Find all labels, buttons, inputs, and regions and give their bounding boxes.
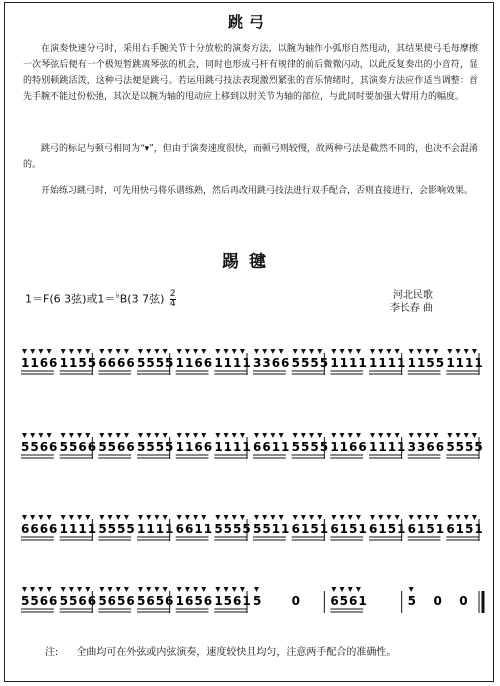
staccato-mark [378,515,383,520]
staccato-mark [61,349,66,354]
staccato-mark [240,587,245,592]
staccato-mark [224,515,229,520]
note-group: 6666 [21,522,59,536]
staccato-mark [146,587,151,592]
staccato-mark [301,433,306,438]
staccato-mark [116,587,121,592]
staccato-mark [38,433,43,438]
staccato-mark [154,587,159,592]
staccato-mark [99,587,104,592]
staccato-mark [417,515,422,520]
staccato-mark [154,515,159,520]
time-signature [170,290,176,309]
note-group: 1166 [175,356,214,370]
staccato-mark [124,433,129,438]
staccato-mark [340,515,345,520]
staccato-mark [309,515,314,520]
note-group: 5656 [137,594,175,608]
staccato-mark [472,515,477,520]
staccato-mark [409,587,414,592]
staccato-mark [38,587,43,592]
staccato-mark [447,433,452,438]
note-group: 1111 [330,356,368,370]
staccato-mark [201,349,206,354]
staccato-mark [472,349,477,354]
note-group: 5566 [98,440,136,454]
note-group: 0 [433,594,442,608]
footnote-text: 全曲均可在外弦或内弦演奏，速度较快且均匀，注意两手配合的准确性。 [76,647,397,658]
staccato-mark [124,349,129,354]
staccato-mark [124,587,129,592]
note-group: 1111 [214,440,252,454]
staccato-mark [456,515,461,520]
note-group: 6666 [98,356,136,370]
staccato-mark [395,515,400,520]
staccato-mark [85,515,90,520]
staccato-mark [293,433,298,438]
section-title-tiao-gong: 跳弓 [227,13,270,31]
note-group: 3366 [253,356,291,370]
staccato-mark [69,515,74,520]
staccato-mark [378,433,383,438]
piece-title: 踢毽 [222,252,276,272]
staccato-mark [99,433,104,438]
staccato-mark [270,433,275,438]
staccato-mark [146,515,151,520]
staccato-mark [270,515,275,520]
staccato-mark [224,433,229,438]
staccato-mark [138,349,143,354]
score-system [5,331,495,391]
staccato-mark [331,587,336,592]
paragraph-2: 跳弓的标记与顿弓相同为“▾”，但由于演奏速度很快，而顿弓则较慢，故两种弓法是截然不同的，也决不会混淆的。 [23,144,478,170]
staccato-mark [138,587,143,592]
note-group: 1155 [59,356,98,370]
staccato-mark [331,515,336,520]
staccato-mark [254,349,259,354]
staccato-mark [433,515,438,520]
staccato-mark [409,433,414,438]
staccato-mark [47,587,52,592]
staccato-mark [348,349,353,354]
staccato-mark [77,515,82,520]
note-group: 1111 [369,356,407,370]
note-group: 5555 [291,440,330,454]
staccato-mark [464,349,469,354]
staccato-mark [163,433,168,438]
note-group: 6151 [291,522,330,536]
piece-origin: 河北民歌 [393,290,433,301]
note-group: 5555 [291,356,330,370]
note-group: 0 [459,594,468,608]
time-denominator: 4 [169,299,176,310]
staccato-mark [433,349,438,354]
note-group: 1166 [21,356,59,370]
staccato-mark [30,515,35,520]
note-group: 6151 [407,522,446,536]
staccato-mark [279,515,284,520]
staccato-mark [193,433,198,438]
staccato-mark [77,349,82,354]
staccato-mark [340,433,345,438]
staccato-mark [146,349,151,354]
staccato-mark [215,515,220,520]
staccato-mark [232,587,237,592]
staccato-mark [331,349,336,354]
staccato-mark [232,515,237,520]
note-group: 5555 [214,522,252,536]
staccato-mark [340,349,345,354]
staccato-mark [395,349,400,354]
staccato-mark [378,349,383,354]
staccato-mark [425,349,430,354]
staccato-mark [116,515,121,520]
staccato-mark [69,587,74,592]
staccato-mark [163,349,168,354]
staccato-mark [177,433,182,438]
staccato-mark [309,349,314,354]
staccato-mark [270,349,275,354]
staccato-mark [317,349,322,354]
staccato-mark [154,349,159,354]
staccato-mark [240,349,245,354]
staccato-mark [185,587,190,592]
staccato-mark [370,433,375,438]
staccato-mark [85,349,90,354]
staccato-mark [38,349,43,354]
staccato-mark [301,349,306,354]
staccato-mark [409,515,414,520]
note-group: 1111 [59,522,98,536]
staccato-mark [185,349,190,354]
staccato-mark [201,587,206,592]
staccato-mark [224,587,229,592]
staccato-mark [254,587,259,592]
staccato-mark [447,349,452,354]
staccato-mark [348,515,353,520]
staccato-mark [317,515,322,520]
staccato-mark [61,515,66,520]
note-group: 5555 [446,440,484,454]
note-group: 6611 [253,440,291,454]
staccato-mark [417,349,422,354]
note-group: 5511 [253,522,291,536]
staccato-mark [108,349,113,354]
staccato-mark [99,349,104,354]
note-group: 5 [253,594,262,608]
staccato-mark [386,515,391,520]
staccato-mark [116,433,121,438]
staccato-mark [425,433,430,438]
staccato-mark [279,349,284,354]
staccato-mark [77,433,82,438]
staccato-mark [464,433,469,438]
staccato-mark [185,433,190,438]
staccato-mark [224,349,229,354]
staccato-mark [356,587,361,592]
note-group: 5 [407,594,417,608]
staccato-mark [30,587,35,592]
note-group: 1155 [407,356,446,370]
staccato-mark [77,587,82,592]
staccato-mark [386,433,391,438]
note-group: 1561 [214,594,252,608]
note-group: 5555 [137,356,175,370]
staccato-mark [279,433,284,438]
staccato-mark [108,433,113,438]
staccato-mark [201,433,206,438]
staccato-mark [262,433,267,438]
staccato-mark [215,433,220,438]
staccato-mark [163,515,168,520]
staccato-mark [85,587,90,592]
staccato-mark [61,433,66,438]
staccato-mark [177,349,182,354]
staccato-mark [154,433,159,438]
note-group: 5566 [59,440,98,454]
staccato-mark [262,349,267,354]
staccato-mark [425,515,430,520]
staccato-mark [215,587,220,592]
staccato-mark [215,349,220,354]
note-group: 5656 [98,594,136,608]
staccato-mark [85,433,90,438]
score-system [5,497,495,557]
staccato-mark [124,515,129,520]
staccato-mark [456,433,461,438]
staccato-mark [254,515,259,520]
note-group: 1111 [446,356,484,370]
note-group: 6151 [446,522,484,536]
staccato-mark [417,433,422,438]
staccato-mark [22,433,27,438]
key-signature [25,290,176,309]
note-group: 5555 [137,440,175,454]
note-group: 5566 [21,440,59,454]
staccato-mark [22,349,27,354]
note-group: 6611 [175,522,214,536]
note-group: 6151 [369,522,407,536]
note-group: 1111 [137,522,175,536]
staccato-mark [22,587,27,592]
staccato-mark [317,433,322,438]
note-group: 1111 [369,440,407,454]
note-group: 1166 [330,440,368,454]
note-group: 1166 [175,440,214,454]
score-page [4,2,494,682]
staccato-mark [447,515,452,520]
flat-sign: ♭ [115,290,120,301]
staccato-mark [472,433,477,438]
staccato-mark [464,515,469,520]
staccato-mark [108,515,113,520]
note-group: 5566 [59,594,98,608]
piece-arranger: 李长春 曲 [389,303,433,314]
staccato-mark [232,433,237,438]
staccato-mark [22,515,27,520]
staccato-mark [47,349,52,354]
staccato-mark [240,433,245,438]
staccato-mark [356,349,361,354]
staccato-mark [331,433,336,438]
key-main: 1＝F(6 3弦)或1＝ [25,292,116,306]
staccato-mark [193,515,198,520]
staccato-mark [146,433,151,438]
staccato-mark [99,515,104,520]
staccato-mark [69,433,74,438]
staccato-mark [193,587,198,592]
staccato-mark [138,515,143,520]
staccato-mark [301,515,306,520]
staccato-mark [370,515,375,520]
note-group: 0 [291,594,301,608]
staccato-mark [409,349,414,354]
paragraph-1: 在演奏快速分弓时，采用右手腕关节十分放松的演奏方法，以腕为轴作小弧形自然甩动，其结果使弓毛每摩擦一次琴弦后便有一个极短暂跳离琴弦的机会，同时也形成弓杆有规律的前后微微闪动，以此反复奏出的小音符，显的特别顿跳活泼，这种弓法便是跳弓。若运用跳弓技法表现激烈紧张的音乐情绪时，其演奏方法应作适当调整：首先手腕不能过份松弛，其次是以腕为轴的甩动应上移到以肘关节为轴的部位，与此同时要加强大臂用力的幅度。 [23,44,478,102]
footnote-label: 注: [45,647,59,658]
note-group: 6561 [330,594,368,608]
note-group: 1656 [175,594,214,608]
staccato-mark [185,515,190,520]
staccato-mark [177,587,182,592]
staccato-mark [232,349,237,354]
staccato-mark [47,433,52,438]
staccato-mark [309,433,314,438]
staccato-mark [293,349,298,354]
staccato-mark [262,515,267,520]
staccato-mark [370,349,375,354]
score-system [5,415,495,475]
staccato-mark [395,433,400,438]
staccato-mark [240,515,245,520]
key-tail: B(3 7弦) [119,292,165,306]
staccato-mark [193,349,198,354]
staccato-mark [356,433,361,438]
staccato-mark [348,433,353,438]
staccato-mark [30,433,35,438]
staccato-mark [38,515,43,520]
score-system [5,569,495,629]
note-group: 3366 [407,440,446,454]
staccato-mark [177,515,182,520]
staccato-mark [356,515,361,520]
staccato-mark [30,349,35,354]
paragraph-3: 开始练习跳弓时，可先用快弓将乐谱练熟，然后再改用跳弓技法进行双手配合，否则直接进行，会影响效果。 [41,186,474,196]
staccato-mark [201,515,206,520]
staccato-mark [163,587,168,592]
staccato-mark [254,433,259,438]
staccato-mark [293,515,298,520]
note-group: 5555 [98,522,136,536]
staccato-mark [69,349,74,354]
staccato-mark [348,587,353,592]
staccato-mark [47,515,52,520]
note-group: 1111 [214,356,252,370]
staccato-mark [386,349,391,354]
footnote [45,643,396,658]
staccato-mark [340,587,345,592]
staccato-mark [456,349,461,354]
time-numerator: 2 [169,289,176,300]
staccato-mark [108,587,113,592]
staccato-mark [433,433,438,438]
staccato-mark [116,349,121,354]
note-group: 6151 [330,522,368,536]
staccato-mark [61,587,66,592]
note-group: 5566 [21,594,59,608]
staccato-mark [138,433,143,438]
